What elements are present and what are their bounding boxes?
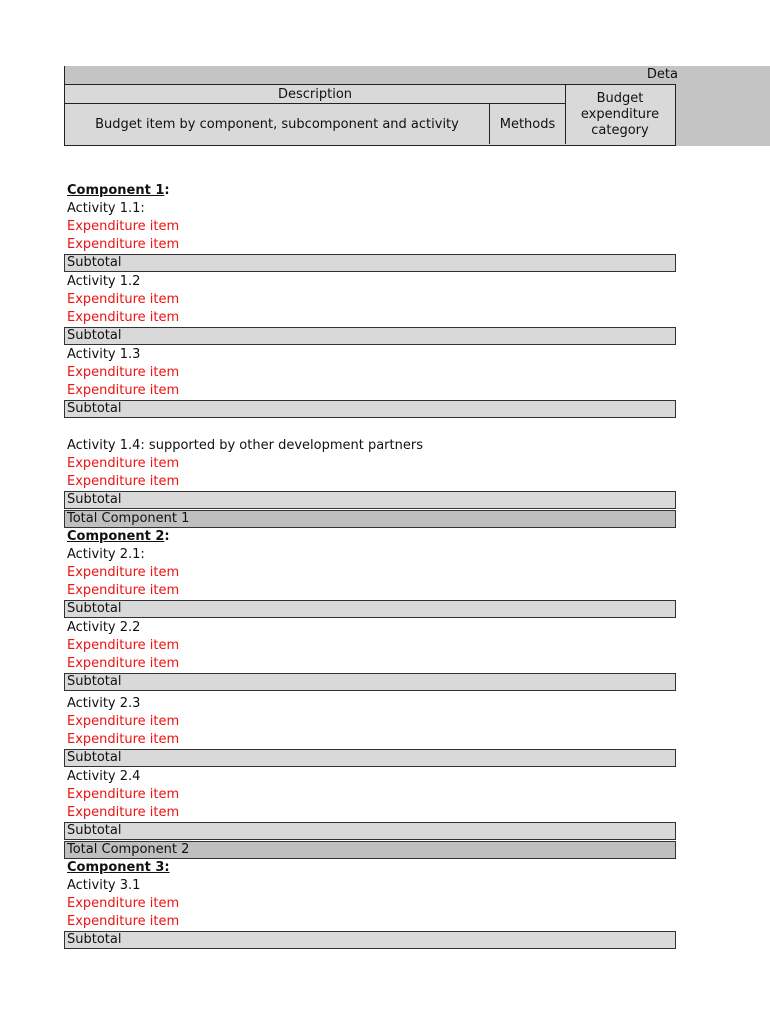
- activity-row: Activity 1.4: supported by other development partners: [67, 438, 423, 453]
- expenditure-item-row: Expenditure item: [67, 474, 180, 489]
- subtotal-row: Subtotal: [64, 673, 676, 691]
- component-name: Component 3:: [67, 860, 170, 875]
- total-row: Total Component 2: [64, 841, 676, 859]
- budget-category-line: expenditure: [580, 106, 660, 122]
- component-heading: [64, 182, 676, 200]
- budget-category-line: Budget: [596, 90, 644, 106]
- methods-header: Methods: [490, 104, 566, 144]
- expenditure-item-row: Expenditure item: [67, 638, 180, 653]
- budget-category-header: [566, 85, 674, 144]
- expenditure-item-row: Expenditure item: [67, 456, 180, 471]
- header-side-band: [676, 66, 770, 146]
- component-heading: [64, 859, 676, 877]
- expenditure-item-row: Expenditure item: [67, 292, 180, 307]
- expenditure-item-row: Expenditure item: [67, 714, 180, 729]
- expenditure-item-row: Expenditure item: [67, 219, 180, 234]
- detail-header: [64, 66, 676, 84]
- subtotal-row: Subtotal: [64, 327, 676, 345]
- description-header: Description: [65, 85, 566, 104]
- expenditure-item-row: Expenditure item: [67, 914, 180, 929]
- activity-row: Activity 2.4: [67, 769, 141, 784]
- subtotal-row: Subtotal: [64, 822, 676, 840]
- component-suffix: :: [164, 183, 170, 198]
- expenditure-item-row: Expenditure item: [67, 896, 180, 911]
- detail-label: Deta: [646, 67, 678, 82]
- component-name: Component 1: [67, 183, 165, 198]
- activity-row: Activity 1.1:: [67, 201, 145, 216]
- expenditure-item-row: Expenditure item: [67, 656, 180, 671]
- total-row: Total Component 1: [64, 510, 676, 528]
- component-heading: [64, 528, 676, 546]
- expenditure-item-row: Expenditure item: [67, 583, 180, 598]
- activity-row: Activity 2.2: [67, 620, 141, 635]
- expenditure-item-row: Expenditure item: [67, 383, 180, 398]
- expenditure-item-row: Expenditure item: [67, 805, 180, 820]
- subtotal-row: Subtotal: [64, 600, 676, 618]
- activity-row: Activity 3.1: [67, 878, 141, 893]
- subtotal-row: Subtotal: [64, 254, 676, 272]
- budget-category-line: category: [591, 122, 649, 138]
- component-suffix: :: [164, 529, 170, 544]
- activity-row: Activity 1.2: [67, 274, 141, 289]
- subtotal-row: Subtotal: [64, 931, 676, 949]
- activity-row: Activity 2.3: [67, 696, 141, 711]
- subtotal-row: Subtotal: [64, 491, 676, 509]
- expenditure-item-row: Expenditure item: [67, 237, 180, 252]
- expenditure-item-row: Expenditure item: [67, 310, 180, 325]
- expenditure-item-row: Expenditure item: [67, 565, 180, 580]
- activity-row: Activity 1.3: [67, 347, 141, 362]
- activity-row: Activity 2.1:: [67, 547, 145, 562]
- expenditure-item-row: Expenditure item: [67, 732, 180, 747]
- subtotal-row: Subtotal: [64, 749, 676, 767]
- component-name: Component 2: [67, 529, 165, 544]
- subtotal-row: Subtotal: [64, 400, 676, 418]
- table-header: [64, 84, 676, 146]
- budget-item-header: Budget item by component, subcomponent and activity: [65, 104, 490, 144]
- expenditure-item-row: Expenditure item: [67, 787, 180, 802]
- expenditure-item-row: Expenditure item: [67, 365, 180, 380]
